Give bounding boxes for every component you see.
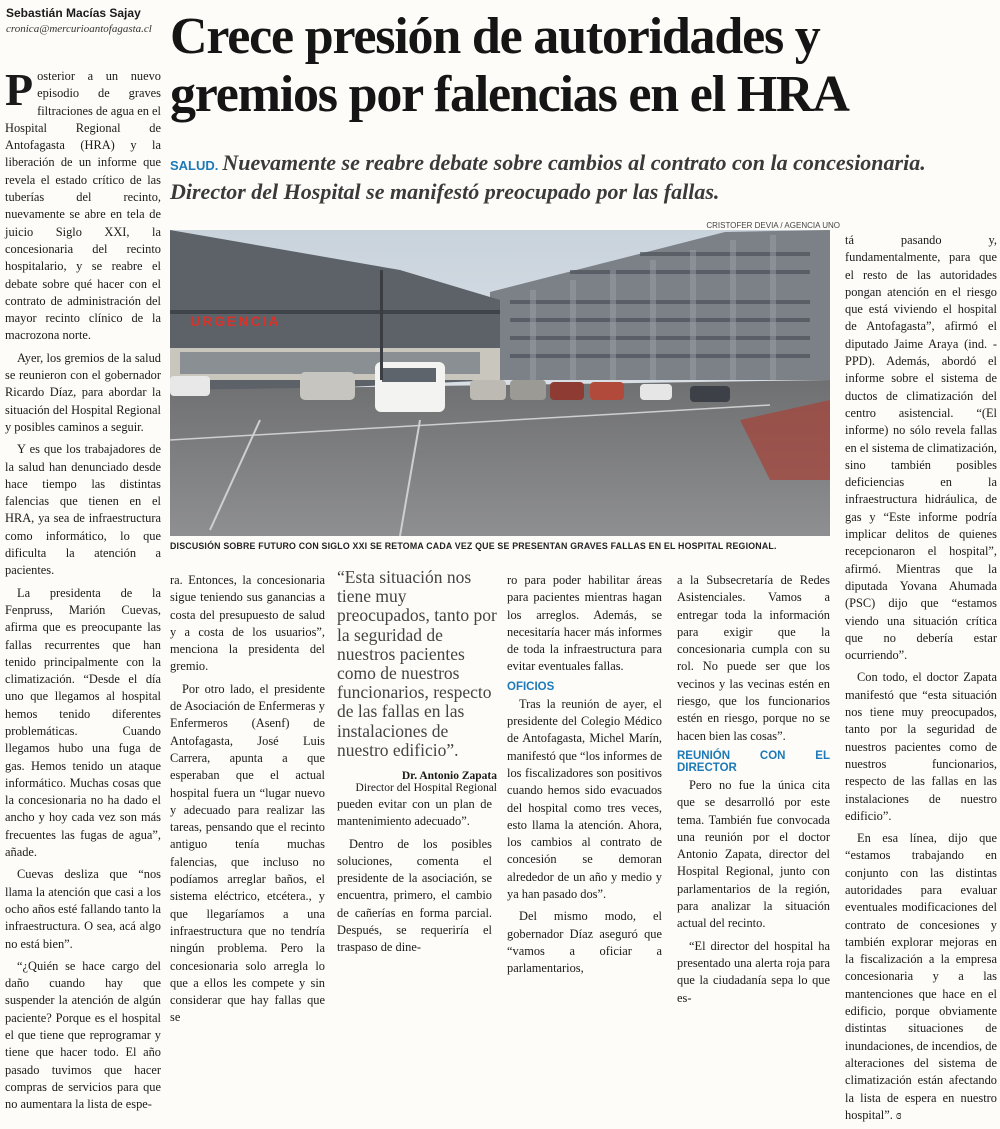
paragraph: ra. Entonces, la concesionaria sigue teniendo sus ganancias a costa del presupuesto de salud y a costa de los usuarios”, menciona la presidenta del gremio. [170,573,325,674]
pull-quote-author: Dr. Antonio Zapata [401,770,497,783]
paragraph: “El director del hospital ha presentado una alerta roja para que la ciudadanía sepa lo que es- [677,938,830,1005]
article-column-5 [677,572,830,1012]
paragraph: Cuevas desliza que “nos llama la atención que casi a los ocho años esté fallando tanto la infraestructura. O sea, acá algo no está bien”. [5,867,161,951]
paragraph [845,830,997,1124]
article-subhead [170,148,995,206]
paragraph: Y es que los trabajadores de la salud han denunciado desde hace tiempo las distintas falencias que tienen en el HRA, ya sea de infraestructura como informático, lo que dificulta la atención a pacientes. [5,442,161,578]
paragraph: Con todo, el doctor Zapata manifestó que “esta situación nos tiene muy preocupados, tanto por la seguridad de nuestros pacientes como de nuestros funcionarios, respecto de las fallas en las instalaciones de nuestro edificio”. [845,670,997,823]
section-subtitle-oficios: OFICIOS [507,680,555,693]
section-tag: SALUD. [170,158,219,173]
paragraph: “¿Quién se hace cargo del daño cuando hay que suspender la atención de algún paciente? Porque es el hospital el que tiene que reprogramar y tiene que hacer todo. El año pasado tuvimos que hacer compras de servicios para que no aumentara la lista de espe- [5,958,161,1112]
end-mark-icon: ɞ [895,1107,902,1122]
paragraph: Tras la reunión de ayer, el presidente del Colegio Médico de Antofagasta, Michel Marín, manifestó que “los informes de los fiscalizadores son positivos cuando hemos sido evacuados del hospital como tres veces, esto llama la atención. Ahora, los cambios al contrato de concesión se demoran alrededor de un año y medio y ya han pasado dos”. [507,696,662,902]
paragraph: Del mismo modo, el gobernador Díaz aseguró que “vamos a oficiar a parlamentarios, [507,909,662,976]
paragraph-text: En esa línea, dijo que “estamos trabajando en conjunto con las distintas autoridades para evaluar eventuales modificaciones del contrato de concesiones y también explorar mejoras en la fiscalización a la empresa concesionaria y a las mantenciones que hace en el edificio, porque obviamente distintas situaciones de inundaciones, de incendios, de alteraciones del sistema de climatización están afectando la lista de espera en nuestro hospital”. [845,831,997,1122]
paragraph: Ayer, los gremios de la salud se reunieron con el gobernador Ricardo Díaz, para abordar la situación del Hospital Regional y posibles caminos a seguir. [5,350,161,434]
hospital-photo [170,230,830,536]
section-subtitle-reunion: REUNIÓN CON EL DIRECTOR [677,749,830,774]
paragraph: La presidenta de la Fenpruss, Marión Cuevas, afirma que es preocupante las fallas recurrentes que han tenido principalmente con la climatización. “Desde el día uno que llegamos al hospital hemos tenido diferentes problemáticas. Cuando llegamos hubo una fuga de gas. Hemos tenido un ataque informático. Muchas cosas que la concesionaria no ha dado el ancho y hoy cada vez son más frecuentes las fugas de agua”, añade. [5,585,161,860]
article-column-4 [507,572,662,983]
pull-quote-role: Director del Hospital Regional [355,782,497,795]
drop-cap: P [5,64,34,115]
article-headline: Crece presión de autoridades y gremios por falencias en el HRA [170,8,849,123]
article-column-2 [170,572,325,1032]
paragraph: Pero no fue la única cita que se desarrolló por este tema. También fue convocada una reunión por el doctor Antonio Zapata, director del Hospital Regional, junto con parlamentarios de la región, para analizar la situación actual del recinto. [677,777,830,931]
paragraph: tá pasando y, fundamentalmente, para que el resto de las autoridades pongan atención en el riesgo que está viviendo el hospital de Antofagasta”, afirmó el diputado Jaime Araya (ind. - PPD). Además, abordó el informe sobre el sistema de ductos de climatización del centro asistencial. “(El informe) no sólo revela fallas en el sistema de climatización, sino también posibles deficiencias en la infraestructura hidráulica, de gas y “Este informe podría implicar delitos de quienes recepcionaron el hospital”, afirmó. Mientras que la diputada Yovana Ahumada (PSC) dijo que “estamos viendo una situación crítica que no debería estar ocurriendo”. [845,233,997,663]
pull-quote [337,568,497,794]
author-name: Sebastián Macías Sajay [6,6,141,20]
pull-quote-text: “Esta situación nos tiene muy preocupados, tanto por la seguridad de nuestros pacientes como de nuestros funcionarios, respecto de las fallas en las instalaciones de nuestro edificio”. [337,567,497,760]
photo-credit: CRISTOFER DEVIA / AGENCIA UNO [706,221,840,230]
author-email: cronica@mercurioantofagasta.cl [6,23,152,35]
photo-caption: DISCUSIÓN SOBRE FUTURO CON SIGLO XXI SE RETOMA CADA VEZ QUE SE PRESENTAN GRAVES FALLAS EN EL HOSPITAL REGIONAL. [170,541,777,551]
urgencia-sign: URGENCIA [190,313,281,329]
paragraph: pueden evitar con un plan de mantenimiento adecuado”. [337,797,492,829]
article-column-1 [5,64,161,1119]
subhead-text: Nuevamente se reabre debate sobre cambios al contrato con la concesionaria. Director del Hospital se manifestó preocupado por las fallas. [170,150,926,204]
paragraph: osterior a un nuevo episodio de graves filtraciones de agua en el Hospital Regional de Antofagasta (HRA) y la liberación de un informe que revela el estado crítico de las tuberías del recinto, nuevamente se abre en tela de juicio Siglo XXI, la concesionaria del recinto hospitalario, y se reabre el debate sobre qué hacer con el contrato de administración del mayor recinto clínico de la macrozona norte. [5,69,161,343]
article-column-3 [337,796,492,962]
paragraph: Por otro lado, el presidente de Asociación de Enfermeras y Enfermeros (Asenf) de Antofagasta, José Luis Carrera, apunta a que esperaban que el actual hospital fuera un “lugar nuevo y adecuado para realizar las tareas, pensando que el recinto antiguo tenía muchas falencias, que incluso no podíamos arreglar baños, el sistema eléctrico, etcétera., y que llegaríamos a una infraestructura que no tendría ningún problema. Pero la concesionaria solo arregla lo que a ellos les compete y sin considerar que hay fallas que se [170,681,325,1025]
paragraph: ro para poder habilitar áreas para pacientes mientras hagan los arreglos. Además, se necesitaría hacer más informes de toda la infraestructura para evitar eventuales fallas. [507,573,662,674]
article-column-6 [845,232,997,1129]
paragraph: a la Subsecretaría de Redes Asistenciales. Vamos a entregar toda la información para exigir que la concesionaria cumpla con su rol. No puede ser que los vecinos y las vecinas estén en riesgo, que los funcionarios estén en riesgo, porque no se hacen bien las cosas”. [677,573,830,743]
paragraph: Dentro de los posibles soluciones, comenta el presidente de la asociación, se encuentra, primero, el cambio de cañerías en forma parcial. Después, se requeriría el traspaso de dine- [337,836,492,955]
photo-illustration [170,230,830,536]
